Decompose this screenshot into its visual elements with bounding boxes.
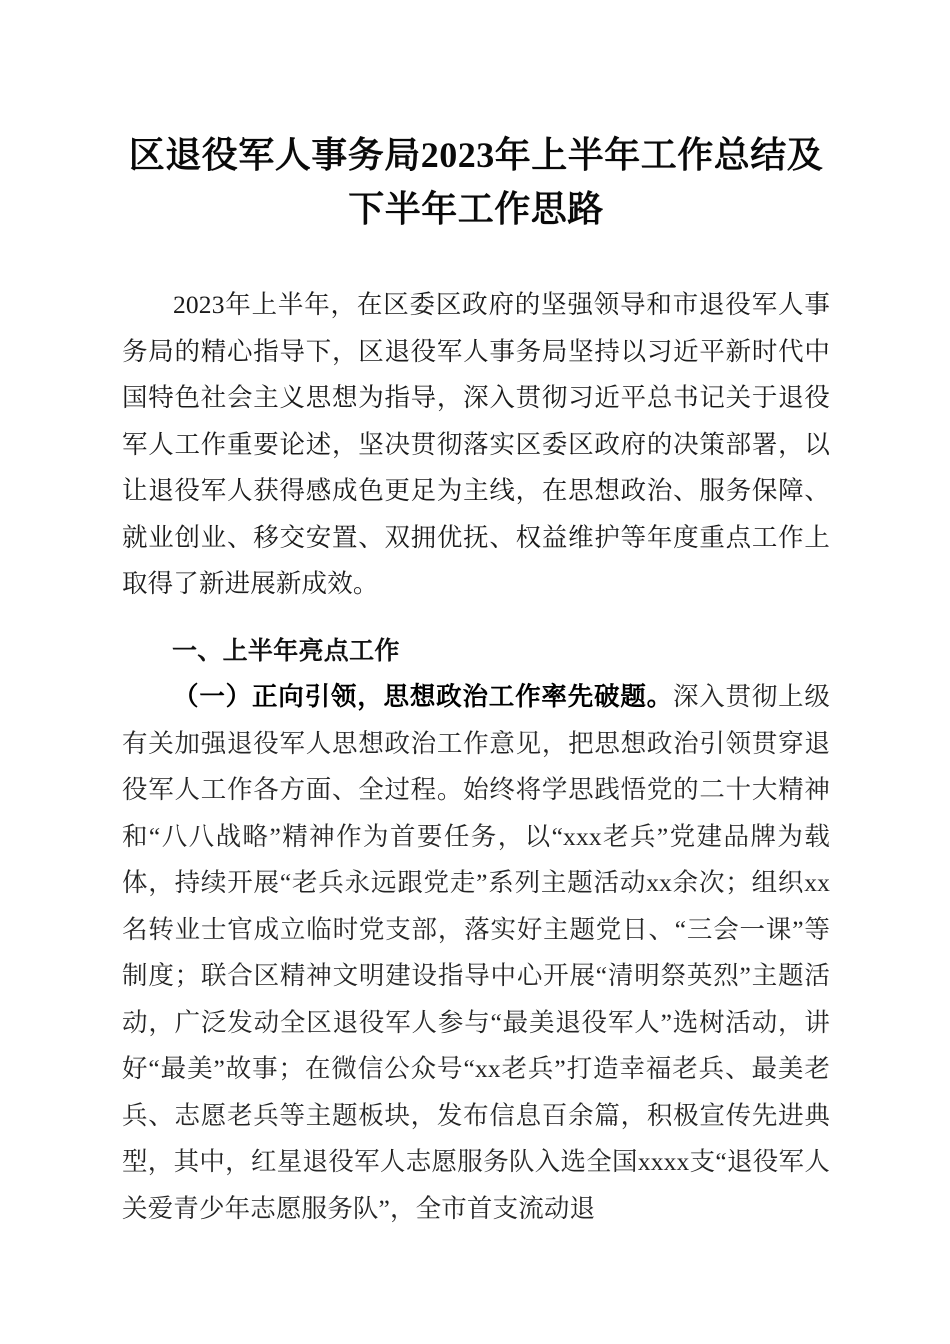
opening-paragraph: 2023年上半年，在区委区政府的坚强领导和市退役军人事务局的精心指导下，区退役军人事务局坚持以习近平新时代中国特色社会主义思想为指导，深入贯彻习近平总书记关于退役军人工作重要论述，坚决贯彻落实区委区政府的决策部署，以让退役军人获得感成色更足为主线，在思想政治、服务保障、就业创业、移交安置、双拥优抚、权益维护等年度重点工作上取得了新进展新成效。 <box>122 290 830 598</box>
section-heading-one: 一、上半年亮点工作 <box>172 635 400 665</box>
page-title-line-1: 区退役军人事务局2023年上半年工作总结及 <box>128 135 824 175</box>
subsection-one-lead: （一）正向引领，思想政治工作率先破题。 <box>173 682 674 711</box>
document-body <box>122 0 830 1232</box>
subsection-one-paragraph <box>122 674 830 1232</box>
page-title <box>122 0 830 236</box>
subsection-one-body: 深入贯彻上级有关加强退役军人思想政治工作意见，把思想政治引领贯穿退役军人工作各方面、全过程。始终将学思践悟党的二十大精神和“八八战略”精神作为首要任务，以“xxx老兵”党建品牌为载体，持续开展“老兵永远跟党走”系列主题活动xx余次；组织xx名转业士官成立临时党支部，落实好主题党日、“三会一课”等制度；联合区精神文明建设指导中心开展“清明祭英烈”主题活动，广泛发动全区退役军人参与“最美退役军人”选树活动，讲好“最美”故事；在微信公众号“xx老兵”打造幸福老兵、最美老兵、志愿老兵等主题板块，发布信息百余篇，积极宣传先进典型，其中，红星退役军人志愿服务队入选全国xxxx支“退役军人关爱青少年志愿服务队”，全市首支流动退 <box>122 682 830 1223</box>
page-title-line-2: 下半年工作思路 <box>348 189 604 229</box>
